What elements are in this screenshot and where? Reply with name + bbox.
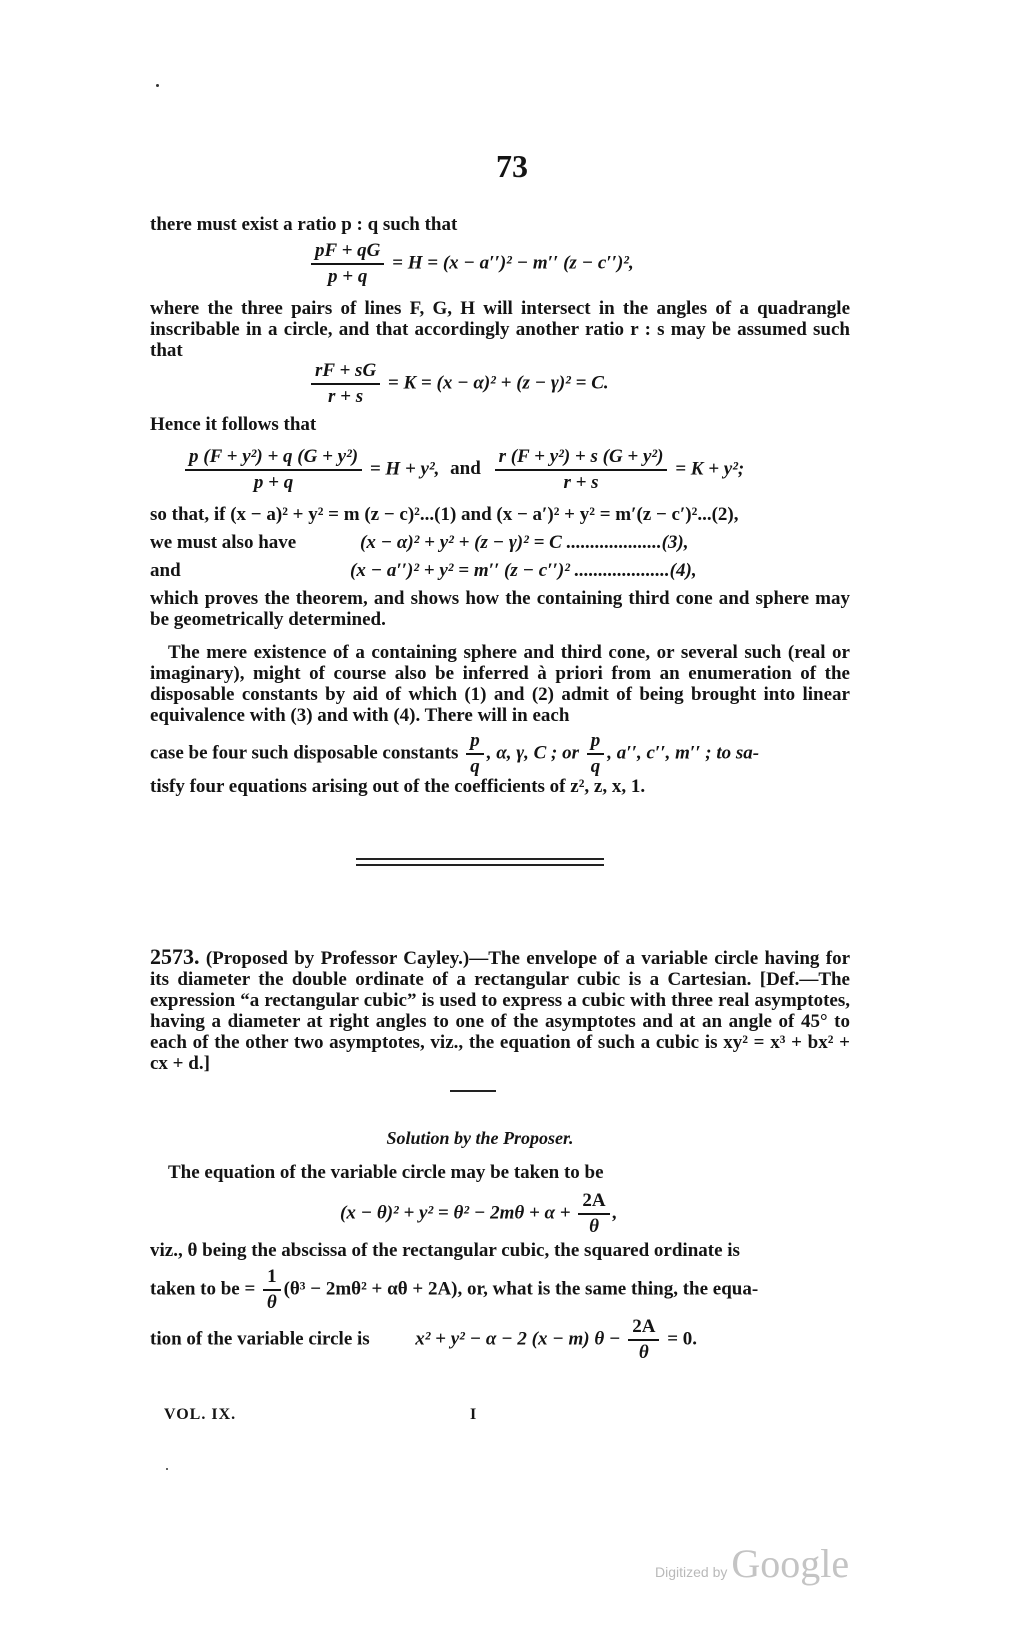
solution-heading: Solution by the Proposer.: [386, 1128, 574, 1148]
equation-rk: $\frac{rF + sG}{r + s}$ = K = (x − α)² + (z − γ)² = C.: [308, 360, 609, 408]
quadrangle-paragraph: where the three pairs of lines F, G, H will intersect in the angles of a quadrangle inscribable in a circle, and that accordingly another ratio r : s may be assumed such that: [150, 298, 850, 361]
tion-line: tion of the variable circle is x² + y² − α − 2 (x − m) θ − $\frac{2A}{\theta}$ = 0.: [150, 1316, 698, 1363]
equation-4: (x − a′′)² + y² = m′′ (z − c′′)² ....................(4),: [350, 560, 697, 581]
and-label: and: [150, 560, 181, 581]
hence-line: Hence it follows that: [150, 414, 317, 435]
signature-mark: I: [470, 1406, 478, 1423]
equation-ph: $\frac{pF + qG}{p + q}$ = H = (x − a′′)² − m′′ (z − c′′)²,: [308, 240, 634, 288]
intro-line: there must exist a ratio p : q such that: [150, 214, 458, 235]
constants-line: case be four such disposable constants $\frac{p}{q}$ , α, γ, C ; or $\frac{p}{q}$ , a′′, c′′, m′′ ; to sa-: [150, 730, 760, 777]
theorem-paragraph: which proves the theorem, and shows how the containing third cone and sphere may be geometrically determined.: [150, 588, 850, 630]
equation-hence: $\frac{\text{p (F + y²) + q (G + y²)}}{p + q}$ = H + y², and $\frac{\text{r (F + y²) + s (G + y²)}}{r + s}$ = K + y²;: [182, 446, 744, 494]
tisfy-line: tisfy four equations arising out of the coefficients of z², z, x, 1.: [150, 776, 646, 797]
speck-mark-2: [166, 1468, 168, 1470]
solution-intro: The equation of the variable circle may be taken to be: [168, 1162, 604, 1183]
problem-2573: 2573. (Proposed by Professor Cayley.)—The envelope of a variable circle having for its diameter the double ordinate of a rectangular cubic is a Cartesian. [Def.—The expression “a rectangular cubic” is used to express a cubic with three real asymptotes, having a diameter at right angles to one of the asymptotes and at an angle of 45° to each of the other two asymptotes, viz., the equation of such a cubic is xy² = x³ + bx² + cx + d.]: [150, 944, 851, 1074]
equation-3: (x − α)² + y² + (z − γ)² = C ....................(3),: [360, 532, 689, 553]
section-divider-2: [356, 864, 604, 866]
circle-equation: (x − θ)² + y² = θ² − 2mθ + α + $\frac{2A}{\theta}$ ,: [340, 1190, 618, 1237]
viz-line: viz., θ being the abscissa of the rectangular cubic, the squared ordinate is: [150, 1240, 740, 1261]
so-that-line: so that, if (x − a)² + y² = m (z − c)²...(1) and (x − a′)² + y² = m′(z − c′)²...(2),: [150, 504, 739, 525]
section-divider: [356, 858, 604, 860]
page-number: 73: [496, 148, 528, 184]
digitized-watermark: Digitized by Google: [655, 1541, 850, 1586]
short-divider: [450, 1090, 496, 1092]
volume-label: VOL. IX.: [164, 1406, 237, 1423]
we-must-label: we must also have: [150, 532, 297, 553]
existence-paragraph: The mere existence of a containing sphere and third cone, or several such (real or imaginary), might of course also be inferred à priori from an enumeration of the disposable constants by aid of which (1) and (2) admit of being brought into linear equivalence with (3) and with (4). There will in each: [150, 642, 850, 726]
speck-mark: [156, 84, 159, 87]
taken-line: taken to be = $\frac{1}{\theta}$ (θ³ − 2mθ² + αθ + 2A), or, what is the same thing, the equa-: [150, 1266, 759, 1313]
